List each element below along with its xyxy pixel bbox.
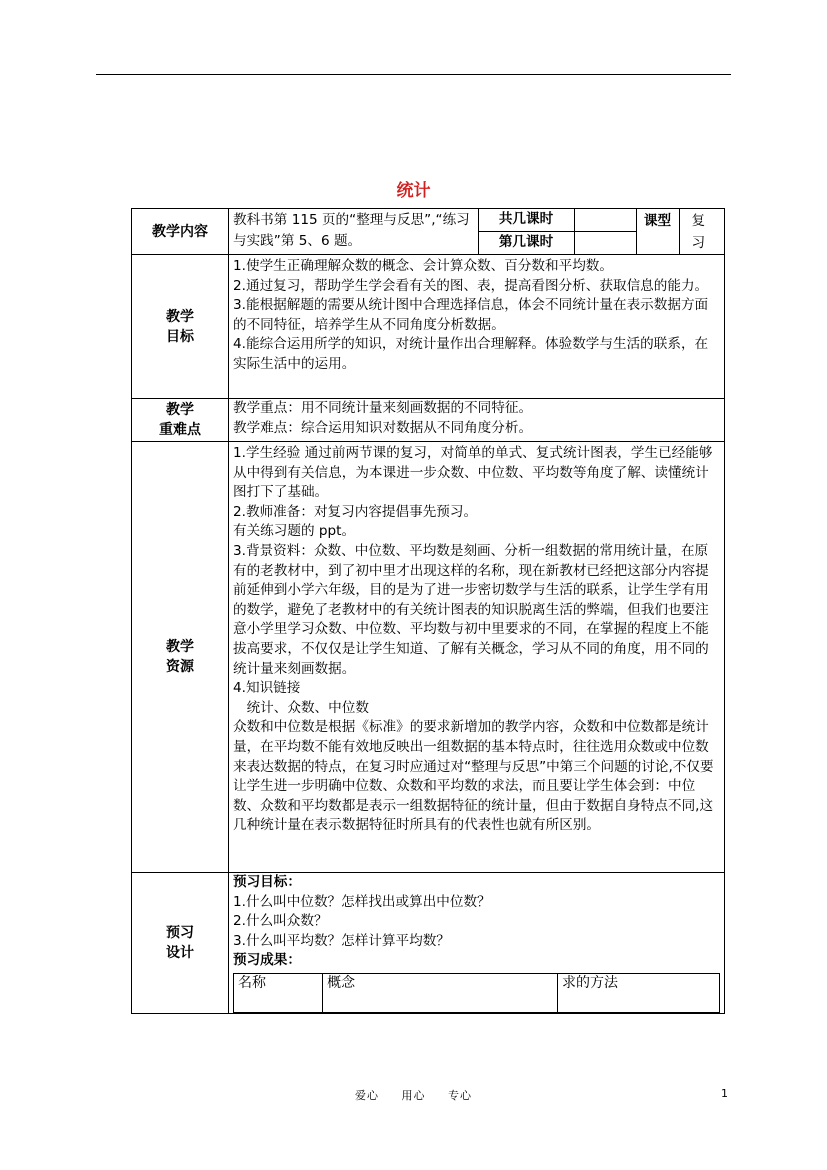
- period-no-label: 第几课时: [478, 232, 574, 255]
- preview-question: 2.什么叫众数？: [233, 913, 328, 930]
- row-resources: [132, 442, 725, 873]
- resources-content: [229, 442, 725, 873]
- content-label: 教学内容: [132, 209, 229, 255]
- preview-goal-title: 预习目标：: [233, 874, 301, 890]
- resource-item: 有关练习题的 ppt。: [233, 523, 356, 540]
- resource-item: 2.教师准备：对复习内容提倡事先预习。: [233, 503, 478, 520]
- row-preview: [132, 873, 725, 1014]
- resource-item: 4.知识链接: [233, 680, 301, 697]
- type-value: 复习: [679, 209, 725, 254]
- table-row: [234, 973, 720, 1012]
- preview-question: 1.什么叫中位数？怎样找出或算出中位数？: [233, 893, 491, 910]
- keypoint-item: 教学难点：综合运用知识对数据从不同角度分析。: [233, 419, 533, 436]
- total-periods-label: 共几课时: [478, 209, 574, 232]
- row-keypoints: [132, 399, 725, 442]
- preview-question: 3.什么叫平均数？怎样计算平均数？: [233, 932, 450, 949]
- resource-item: 1.学生经验 通过前两节课的复习，对简单的单式、复式统计图表，学生已经能够从中得到有关信息，为本课进一步众数、中位数、平均数等角度了解、读懂统计图打下了基础。: [233, 445, 713, 501]
- preview-content: [229, 873, 725, 1014]
- preview-label: 预习 设计: [132, 873, 229, 1014]
- goal-item: 2.通过复习，帮助学生学会看有关的图、表，提高看图分析、获取信息的能力。: [233, 277, 709, 294]
- goal-item: 4.能综合运用所学的知识，对统计量作出合理解释。体验数学与生活的联系，在实际生活中的运用。: [233, 336, 709, 372]
- keypoints-content: [229, 399, 725, 442]
- resource-item: 3.背景资料：众数、中位数、平均数是刻画、分析一组数据的常用统计量，在原有的老教材中，到了初中里才出现这样的名称，现在新教材已经把这部分内容提前延伸到小学六年级，目的是为了进一步密切数学与生活的联系，让学生学有用的数学，避免了老教材中的有关统计图表的知识脱离生活的弊端，但我们也要注意小学里学习众数、中位数、平均数与初中里要求的不同，在掌握的程度上不能拔高要求，不仅仅是让学生知道、了解有关概念，学习从不同的角度，用不同的统计量来刻画数据。: [233, 542, 709, 677]
- content-text: 教科书第 115 页的“整理与反思”,“练习与实践”第 5、6 题。: [229, 209, 478, 254]
- footer: [0, 1087, 827, 1103]
- preview-result-table: [233, 973, 720, 1013]
- page-number: 1: [721, 1087, 728, 1100]
- goal-item: 3.能根据解题的需要从统计图中合理选择信息，体会不同统计量在表示数据方面的不同特征，培养学生从不同角度分析数据。: [233, 297, 709, 333]
- preview-result-title: 预习成果：: [233, 952, 301, 969]
- resources-label: 教学 资源: [132, 442, 229, 873]
- lesson-plan-table: [131, 208, 725, 1014]
- footer-item: 用心: [401, 1089, 426, 1102]
- row-goals: [132, 255, 725, 399]
- goals-content: [229, 255, 725, 399]
- document-title: 统计: [396, 181, 431, 201]
- footer-item: 专心: [448, 1089, 472, 1102]
- resource-item: 众数和中位数是根据《标准》的要求新增加的教学内容，众数和中位数都是统计量，在平均数不能有效地反映出一组数据的基本特点时，往往选用众数或中位数来表达数据的特点，在复习时应通过对“整理与反思”中第三个问题的讨论,不仅要让学生进一步明确中位数、众数和平均数的求法，而且要让学生体会到：中位数、众数和平均数都是表示一组数据特征的统计量，但由于数据自身特点不同,这几种统计量在表示数据特征时所具有的代表性也就有所区别。: [233, 719, 714, 834]
- footer-item: 爱心: [355, 1089, 379, 1102]
- header-rule: [96, 74, 731, 75]
- result-header-name: 名称: [234, 973, 323, 1012]
- type-label: 课型: [636, 209, 679, 254]
- content-header-inner: [229, 209, 725, 254]
- result-header-method: 求的方法: [557, 973, 719, 1012]
- result-header-concept: 概念: [323, 973, 558, 1012]
- row-content: [132, 209, 725, 255]
- resource-item: 统计、众数、中位数: [233, 699, 369, 716]
- keypoints-label: 教学 重难点: [132, 399, 229, 442]
- goal-item: 1.使学生正确理解众数的概念、会计算众数、百分数和平均数。: [233, 258, 613, 274]
- total-periods-value: [574, 209, 636, 232]
- period-no-value: [574, 232, 636, 255]
- goals-label: 教学 目标: [132, 255, 229, 399]
- keypoint-item: 教学重点：用不同统计量来刻画数据的不同特征。: [233, 400, 533, 416]
